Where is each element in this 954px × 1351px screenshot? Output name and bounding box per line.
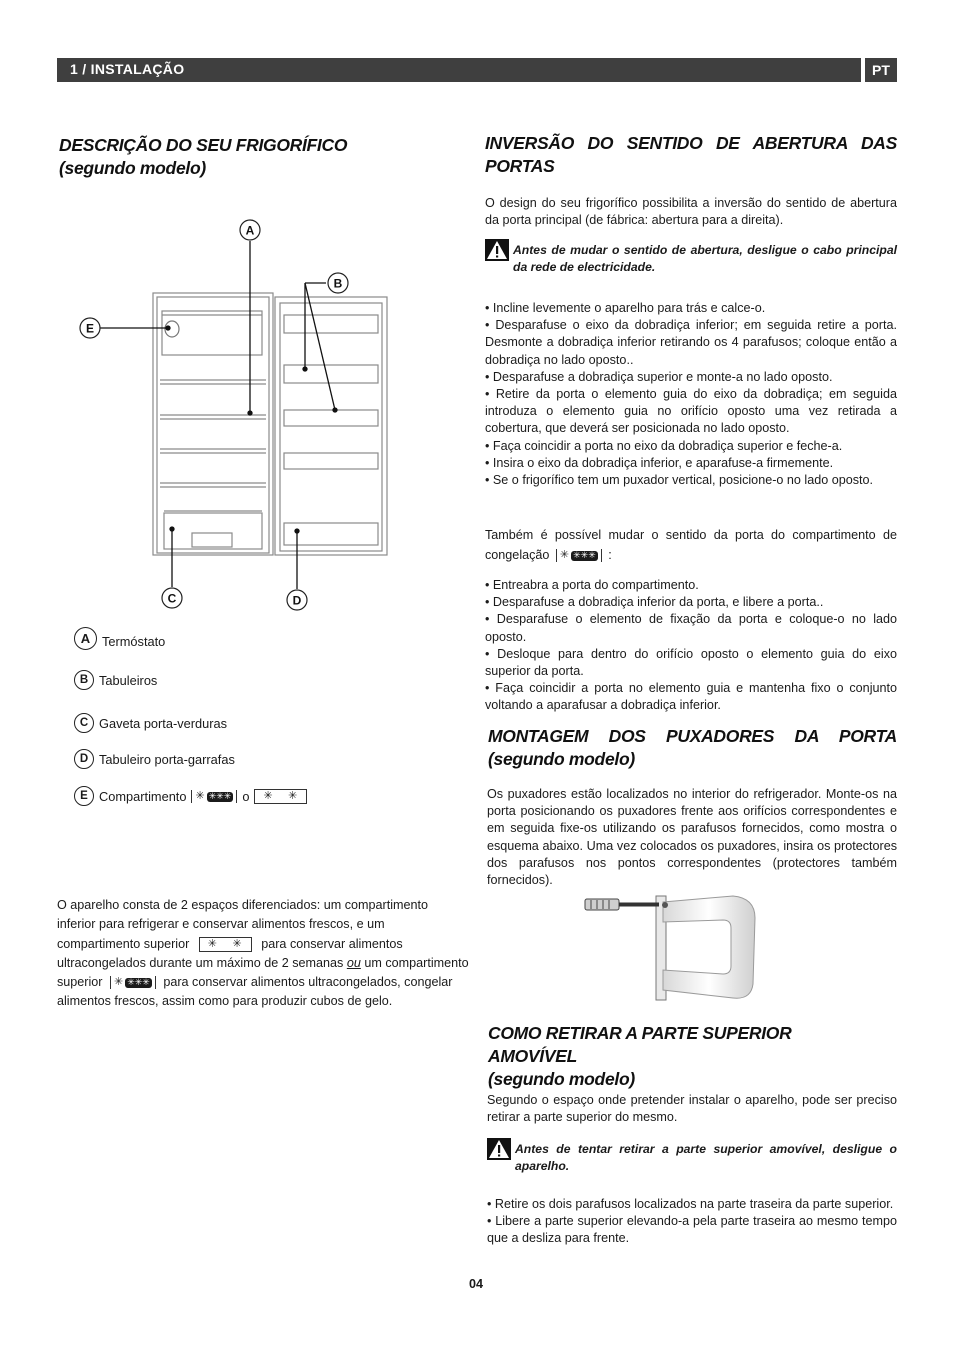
legend-item-shelves [74,670,157,690]
handles-text: Os puxadores estão localizados no interior do refrigerador. Monte-os na porta posicionando os puxadores frente aos orifícios correspondentes e em seguida fixe-os utilizando os parafusos fornecidos, como mostra o esquema abaixo. Uma vez colocados os puxadores, insira os protectores dos parafusos nos pontos correspondentes (protectores também fornecidos). [487,787,897,888]
legend-joiner: o [242,788,250,804]
inversion-step: • Insira o eixo da dobradiça inferior, e aparafuse-a firmemente. [485,455,834,470]
freezer-step: • Entreabra a porta do compartimento. [485,578,699,592]
description-or: ou [346,955,361,970]
inversion-step: • Desparafuse a dobradiça superior e monte-a no lado oposto. [485,369,833,384]
legend-item-compartment [74,786,307,806]
top-removal-heading [488,1022,897,1091]
left-heading-line2: (segundo modelo) [59,158,206,178]
legend-letter: E [74,786,94,806]
legend-letter: C [74,713,94,733]
description-part4: para conservar alimentos ultracongelados, congelar alimentos frescos, assim como para produzir cubos de gelo. [57,975,453,1009]
legend-item-crisper [74,713,227,733]
star-glyph: ✳ [559,548,570,562]
compartments-description [57,896,469,1012]
warning-icon [485,239,509,261]
left-heading-line1: DESCRIÇÃO DO SEU FRIGORÍFICO [59,135,348,155]
inversion-step: • Retire da porta o elemento guia do eixo da dobradiça; em seguida introduza o elemento guia no orifício oposto uma vez retirada a cobertura, que deverá ser posicionada no lado oposto. [485,387,897,436]
top-removal-step: • Retire os dois parafusos localizados na parte traseira da parte superior. [487,1197,894,1211]
callout-b: B [333,276,343,291]
inversion-step: • Incline levemente o aparelho para trás e calce-o. [485,301,766,315]
legend-label: Tabuleiros [99,672,158,688]
handles-heading-line2: (segundo modelo) [488,749,635,769]
warning-icon [487,1138,511,1160]
star-glyph: ✳ [195,788,205,802]
legend-label: Gaveta porta-verduras [99,715,228,731]
handles-heading [488,725,897,771]
freezer-door-intro [485,525,897,565]
legend-label: Compartimento [99,788,187,804]
freezer-intro-colon: : [608,548,612,562]
section-title: 1 / INSTALAÇÃO [70,61,185,77]
three-star-symbol [110,976,156,989]
fridge-diagram [70,215,410,615]
two-star-symbol: ✳ ✳ [254,789,307,804]
top-removal-steps [487,1196,897,1248]
three-star-symbol [191,790,237,803]
top-removal-step: • Libere a parte superior elevando-a pela parte traseira ao mesmo tempo que a desliza para frente. [487,1214,897,1246]
callout-e: E [85,321,95,336]
description-part3: um compartimento superior [57,955,469,990]
legend-item-bottle-shelf [74,749,235,769]
callout-c: C [167,591,177,606]
legend-letter: A [74,627,97,650]
handles-heading-line1: MONTAGEM DOS PUXADORES DA PORTA [488,726,897,746]
star-glyph: ✳ [114,975,124,989]
freezer-step: • Desparafuse o elemento de fixação da porta e coloque-o no lado oposto. [485,612,897,644]
description-part2: para conservar alimentos ultracongelados durante um máximo de 2 semanas [57,936,403,970]
page-number: 04 [469,1277,484,1291]
inversion-step: • Se o frigorífico tem um puxador vertical, posicione-o no lado oposto. [485,473,874,488]
freezer-step: • Desparafuse a dobradiça inferior da porta, e libere a porta.. [485,595,824,610]
top-heading-line3: (segundo modelo) [488,1069,635,1089]
legend-label: Termóstato [102,634,166,649]
top-removal-warning [487,1141,897,1175]
top-heading-line2: AMOVÍVEL [488,1046,577,1066]
description-part1: O aparelho consta de 2 espaços diferenciados: um compartimento inferior para refrigerar e conservar alimentos frescos, e um compartimento superior [57,898,429,951]
inversion-intro: O design do seu frigorífico possibilita a inversão do sentido de abertura da porta principal (de fábrica: abertura para a direita). [485,196,897,228]
two-star-symbol: ✳ ✳ [199,937,252,952]
callout-d: D [292,593,302,608]
legend-label: Tabuleiro porta-garrafas [99,751,235,767]
three-star-glyph: ✳✳✳ [127,978,150,989]
handle-illustration [583,892,763,1002]
legend-letter: D [74,749,94,769]
language-badge: PT [865,58,897,82]
three-star-glyph: ✳✳✳ [208,791,232,802]
left-heading [59,134,347,180]
freezer-step: • Desloque para dentro do orifício oposto o elemento guia do eixo superior da porta. [485,646,897,679]
callout-a: A [245,223,255,238]
three-star-symbol [556,549,602,562]
inversion-step: • Faça coincidir a porta no eixo da dobradiça superior e feche-a. [485,438,843,453]
three-star-glyph: ✳✳✳ [573,551,596,562]
inversion-heading: INVERSÃO DO SENTIDO DE ABERTURA DAS PORTAS [485,133,897,176]
warning-text: Antes de mudar o sentido de abertura, desligue o cabo principal da rede de electricidade. [513,243,897,274]
legend-item-thermostat [74,627,165,650]
top-heading-line1: COMO RETIRAR A PARTE SUPERIOR [488,1023,792,1043]
freezer-step: • Faça coincidir a porta no elemento guia e mantenha fixo o conjunto voltando a aparafusar a dobradiça inferior. [485,681,897,713]
inversion-steps [485,300,897,489]
inversion-step: • Desparafuse o eixo da dobradiça inferior; em seguida retire a porta. Desmonte a dobradiça inferior retirando os 4 parafusos; coloque então a dobradiça no lado oposto.. [485,318,897,367]
top-removal-intro: Segundo o espaço onde pretender instalar o aparelho, pode ser preciso retirar a parte superior do mesmo. [487,1093,897,1125]
warning-text: Antes de tentar retirar a parte superior amovível, desligue o aparelho. [515,1142,897,1173]
freezer-intro-text: Também é possível mudar o sentido da porta do compartimento de congelação [485,528,897,562]
freezer-steps [485,577,897,715]
legend-letter: B [74,670,94,690]
inversion-warning [485,242,897,276]
